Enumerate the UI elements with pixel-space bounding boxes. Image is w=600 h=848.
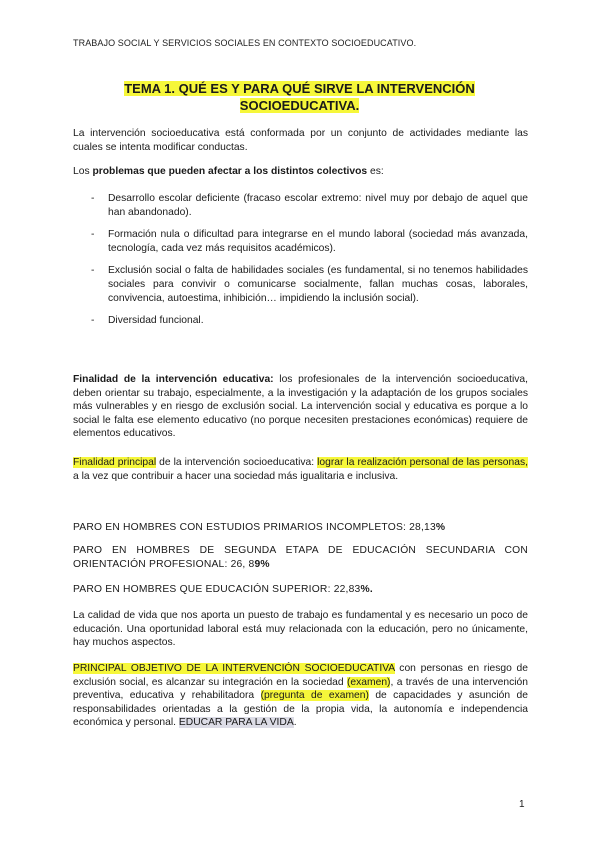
problems-post: es: [367,166,384,177]
objetivo-highlight-educar: EDUCAR PARA LA VIDA [178,717,294,729]
objetivo-text-4: . [293,717,297,729]
problems-pre: Los [73,166,93,177]
list-item-text: Formación nula o dificultad para integrarse en el mundo laboral (sociedad más avanzada, tecnología, cada vez más requisitos académicos). [108,229,528,254]
finalidad-label: Finalidad de la intervención educativa: [73,374,274,385]
list-item-text: Desarrollo escolar deficiente (fracaso escolar extremo: nivel muy por debajo de aquel que han abandonado). [108,193,528,218]
objetivo-highlight-exam: (examen) [346,676,391,688]
finalidad-text: los profesionales de la intervención socioeducativa, deben orientar su trabajo, especialmente, a la investigación y la adaptación de los grupos sociales más vulnerables y en riesgo de exclusión social. La intervención social y educativa es porque a lo social le falta ese elemento educativo (no porque necesiten prestaciones económicas) requiere de elementos educativos. [73,374,528,440]
principal-end: a la vez que contribuir a hacer una sociedad más igualitaria e inclusiva. [73,470,399,482]
problems-heading [73,165,528,179]
stat-primary [73,521,528,535]
intro-paragraph: La intervención socioeducativa está conformada por un conjunto de actividades mediante las cuales se intenta modificar conductas. [73,128,528,153]
bullet-dash: - [91,265,95,277]
objetivo-paragraph [73,662,528,730]
stat-superior [73,583,528,597]
principal-highlight-1: Finalidad principal [73,457,157,468]
stat-percent: %. [360,584,373,595]
objetivo-text-3: de capacidades y asunción de responsabilidades orientadas a la gestión de la propia vida, la autonomía e independencia económica y personal. [73,690,528,729]
calidad-paragraph: La calidad de vida que nos aporta un puesto de trabajo es fundamental y es necesario un poco de educación. Una oportunidad laboral está muy relacionada con la educación, pero no únicamente, hay muchos aspectos. [73,610,528,649]
finalidad-paragraph [73,373,528,441]
list-item [91,264,528,305]
principal-mid: de la intervención socioeducativa: [156,457,318,468]
title-line-1: TEMA 1. QUÉ ES Y PARA QUÉ SIRVE LA INTERVENCIÓN [124,81,475,96]
stat-secondary [73,544,528,572]
objetivo-highlight-title: PRINCIPAL OBJETIVO DE LA INTERVENCIÓN SOCIOEDUCATIVA [73,663,395,674]
page-number: 1 [519,799,525,810]
stat-text: PARO EN HOMBRES DE SEGUNDA ETAPA DE EDUCACIÓN SECUNDARIA CON ORIENTACIÓN PROFESIONAL: 26, 8 [73,545,528,570]
list-item [91,192,528,219]
objetivo-highlight-question: (pregunta de examen) [260,690,369,702]
bullet-dash: - [91,229,95,241]
principal-paragraph [73,456,528,483]
list-item-text: Exclusión social o falta de habilidades sociales (es fundamental, si no tenemos habilidades sociales para convivir o comunicarse socialmente, fallan muchas cosas, laborales, convivencia, autoestima, inhibición… impidiendo la inclusión social). [108,265,528,304]
bullet-dash: - [91,315,95,327]
stat-percent: 9% [254,559,270,570]
bullet-dash: - [91,193,95,204]
stat-percent: % [435,522,446,533]
list-item-text: Diversidad funcional. [108,315,204,327]
list-item [91,228,528,255]
title-line-2: SOCIOEDUCATIVA. [239,98,360,113]
stat-text: PARO EN HOMBRES CON ESTUDIOS PRIMARIOS INCOMPLETOS: 28,13 [73,522,436,533]
page-header: TRABAJO SOCIAL Y SERVICIOS SOCIALES EN CONTEXTO SOCIOEDUCATIVO. [73,38,417,48]
objetivo-text-2: , a través de una intervención preventiva, educativa y rehabilitadora [73,676,529,702]
problems-list [91,192,528,337]
list-item [91,314,528,328]
principal-highlight-2: lograr la realización personal de las personas, [317,457,528,468]
problems-bold: problemas que pueden afectar a los distintos colectivos [92,166,368,177]
page-title [73,80,526,114]
stat-text: PARO EN HOMBRES QUE EDUCACIÓN SUPERIOR: 22,83 [73,584,361,595]
objetivo-text-1: con personas en riesgo de exclusión social, es alcanzar su integración en la sociedad [73,663,528,688]
